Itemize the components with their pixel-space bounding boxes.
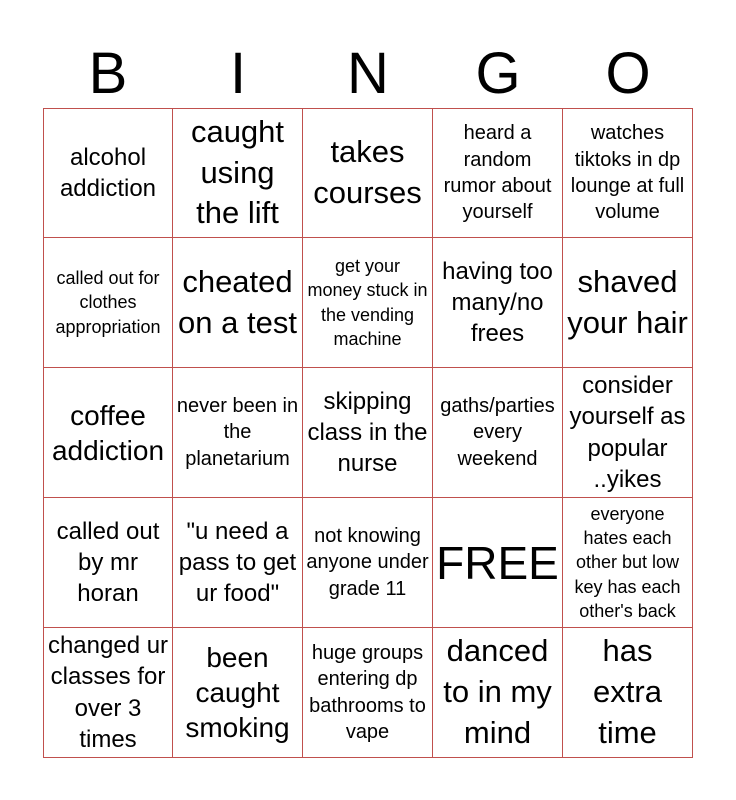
bingo-cell[interactable]: called out for clothes appropriation bbox=[43, 238, 173, 368]
bingo-cell[interactable]: huge groups entering dp bathrooms to vape bbox=[303, 628, 433, 758]
bingo-cell[interactable]: caught using the lift bbox=[173, 108, 303, 238]
bingo-cell[interactable]: heard a random rumor about yourself bbox=[433, 108, 563, 238]
bingo-cell[interactable]: everyone hates each other but low key has each other's back bbox=[563, 498, 693, 628]
bingo-cell[interactable]: been caught smoking bbox=[173, 628, 303, 758]
bingo-cell[interactable]: "u need a pass to get ur food" bbox=[173, 498, 303, 628]
bingo-cell[interactable]: takes courses bbox=[303, 108, 433, 238]
free-space-cell[interactable]: FREE bbox=[433, 498, 563, 628]
bingo-cell[interactable]: get your money stuck in the vending machine bbox=[303, 238, 433, 368]
bingo-cell[interactable]: cheated on a test bbox=[173, 238, 303, 368]
header-letter-o: O bbox=[605, 41, 651, 106]
bingo-cell[interactable]: danced to in my mind bbox=[433, 628, 563, 758]
bingo-cell[interactable]: watches tiktoks in dp lounge at full volume bbox=[563, 108, 693, 238]
bingo-cell[interactable]: having too many/no frees bbox=[433, 238, 563, 368]
bingo-cell[interactable]: alcohol addiction bbox=[43, 108, 173, 238]
bingo-cell[interactable]: gaths/parties every weekend bbox=[433, 368, 563, 498]
bingo-cell[interactable]: coffee addiction bbox=[43, 368, 173, 498]
bingo-cell[interactable]: skipping class in the nurse bbox=[303, 368, 433, 498]
bingo-cell[interactable]: never been in the planetarium bbox=[173, 368, 303, 498]
bingo-board bbox=[43, 108, 693, 758]
bingo-cell[interactable]: has extra time bbox=[563, 628, 693, 758]
bingo-cell[interactable]: shaved your hair bbox=[563, 238, 693, 368]
header-letter-b: B bbox=[88, 41, 128, 106]
bingo-cell[interactable]: consider yourself as popular ..yikes bbox=[563, 368, 693, 498]
bingo-cell[interactable]: not knowing anyone under grade 11 bbox=[303, 498, 433, 628]
bingo-cell[interactable]: changed ur classes for over 3 times bbox=[43, 628, 173, 758]
header-letter-n: N bbox=[347, 41, 389, 106]
header-letter-g: G bbox=[475, 41, 521, 106]
header-letter-i: I bbox=[229, 41, 247, 106]
bingo-cell[interactable]: called out by mr horan bbox=[43, 498, 173, 628]
bingo-header bbox=[43, 40, 693, 108]
